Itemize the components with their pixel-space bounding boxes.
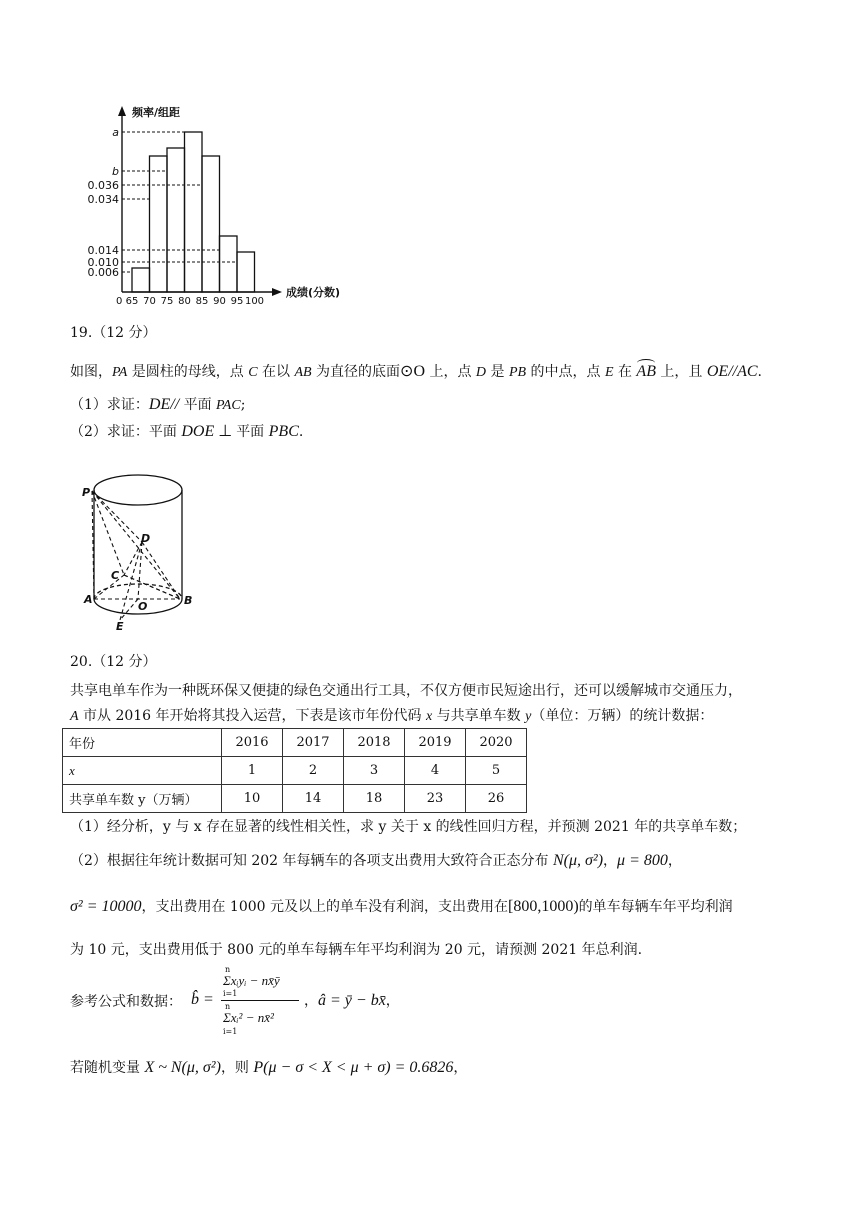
y-tick-label: b bbox=[112, 165, 119, 178]
histogram-bar bbox=[150, 156, 168, 292]
histogram-bar bbox=[220, 236, 238, 292]
x-tick-label: 65 bbox=[125, 296, 139, 307]
q20-normal-ref: 若随机变量 X ~ N(μ, σ²)，则 P(μ − σ < X < μ + σ) = 0.6826， bbox=[70, 1059, 468, 1076]
x-axis-label: 成绩(分数) bbox=[286, 286, 341, 299]
row-label-x: x bbox=[63, 757, 222, 785]
regression-formula: b̂ = n Σxᵢyᵢ − nx̄ȳ i=1 n Σxᵢ² − nx̄² i=1 bbox=[191, 965, 301, 1040]
x-tick-label: 95 bbox=[230, 296, 244, 307]
x-tick-label: 85 bbox=[195, 296, 209, 307]
label-c: C bbox=[111, 569, 120, 582]
q20-part1: （1）经分析，y 与 x 存在显著的线性相关性，求 y 关于 x 的线性回归方程，并预测 2021 年的共享单车数； bbox=[70, 819, 747, 835]
q20-part2-end: 为 10 元，支出费用低于 800 元的单车每辆车年平均利润为 20 元，请预测 2021 年总利润. bbox=[70, 942, 643, 958]
cell-y: 10 bbox=[222, 785, 283, 813]
q20-part2: （2）根据往年统计数据可知 202 年每辆车的各项支出费用大致符合正态分布 N(μ, σ²)，μ = 800， bbox=[70, 852, 682, 869]
y-tick-label: 0.006 bbox=[87, 266, 119, 279]
y-tick-label: 0.036 bbox=[87, 179, 119, 192]
histogram-bar bbox=[185, 132, 203, 292]
cell-x: 5 bbox=[466, 757, 527, 785]
cell-y: 14 bbox=[283, 785, 344, 813]
cylinder-figure bbox=[80, 462, 200, 632]
label-o: O bbox=[138, 600, 148, 613]
y-axis-label: 频率/组距 bbox=[132, 106, 181, 119]
stats-table bbox=[62, 728, 527, 813]
ahat-formula: ，â = ȳ − bx̄， bbox=[304, 992, 400, 1009]
label-a: A bbox=[84, 593, 93, 606]
q20-part2-cont: σ² = 10000，支出费用在 1000 元及以上的单车没有利润，支出费用在[800,1000)的单车每辆车年平均利润 bbox=[70, 898, 733, 915]
row-label-year: 年份 bbox=[63, 729, 222, 757]
q19-part1: （1）求证：DE// 平面 PAC; bbox=[70, 396, 246, 413]
cell-y: 23 bbox=[405, 785, 466, 813]
reference-label: 参考公式和数据： bbox=[70, 994, 182, 1010]
y-tick-label: a bbox=[112, 126, 119, 139]
cell-year: 2020 bbox=[466, 729, 527, 757]
x-tick-label: 75 bbox=[160, 296, 174, 307]
cell-x: 2 bbox=[283, 757, 344, 785]
y-tick-label: 0.010 bbox=[87, 256, 119, 269]
cell-year: 2017 bbox=[283, 729, 344, 757]
x-tick-label: 80 bbox=[178, 296, 191, 307]
x-tick-label: 0 bbox=[116, 296, 123, 307]
label-b: B bbox=[184, 594, 193, 607]
x-tick-label: 70 bbox=[143, 296, 156, 307]
x-tick-label: 100 bbox=[244, 296, 265, 307]
row-label-y: 共享单车数 y（万辆） bbox=[63, 785, 222, 813]
y-tick-label: 0.034 bbox=[87, 193, 119, 206]
x-tick-label: 90 bbox=[213, 296, 226, 307]
histogram-bar bbox=[237, 252, 255, 292]
table-row bbox=[63, 757, 527, 785]
arc-ab: AB bbox=[636, 362, 656, 382]
table-row bbox=[63, 729, 527, 757]
histogram-chart bbox=[78, 96, 378, 308]
cell-y: 18 bbox=[344, 785, 405, 813]
q20-header: 20.（12 分） bbox=[70, 654, 157, 670]
cell-x: 1 bbox=[222, 757, 283, 785]
q19-stem: 如图，PA 是圆柱的母线，点 C 在以 AB 为直径的底面⊙O 上，点 D 是 PB 的中点，点 E 在 AB 上，且 OE//AC. bbox=[70, 362, 762, 383]
cell-year: 2016 bbox=[222, 729, 283, 757]
histogram-bar bbox=[202, 156, 220, 292]
histogram-bar bbox=[132, 268, 150, 292]
histogram-bar bbox=[167, 148, 185, 292]
cell-year: 2019 bbox=[405, 729, 466, 757]
cell-y: 26 bbox=[466, 785, 527, 813]
q20-para2: A 市从 2016 年开始将其投入运营，下表是该市年份代码 x 与共享单车数 y（单位：万辆）的统计数据： bbox=[70, 708, 714, 724]
label-p: P bbox=[82, 486, 91, 499]
cell-year: 2018 bbox=[344, 729, 405, 757]
x-axis-arrow bbox=[272, 288, 282, 296]
table-row bbox=[63, 785, 527, 813]
cell-x: 3 bbox=[344, 757, 405, 785]
q19-header: 19.（12 分） bbox=[70, 325, 157, 341]
cell-x: 4 bbox=[405, 757, 466, 785]
q19-part2: （2）求证：平面 DOE ⊥ 平面 PBC. bbox=[70, 423, 304, 440]
y-axis-arrow bbox=[118, 106, 126, 116]
q20-para1: 共享电单车作为一种既环保又便捷的绿色交通出行工具，不仅方便市民短途出行，还可以缓解城市交通压力， bbox=[70, 683, 742, 699]
label-e: E bbox=[116, 620, 124, 632]
circle-o-symbol: ⊙O bbox=[400, 363, 425, 380]
y-tick-label: 0.014 bbox=[87, 244, 119, 257]
label-d: D bbox=[141, 532, 151, 545]
